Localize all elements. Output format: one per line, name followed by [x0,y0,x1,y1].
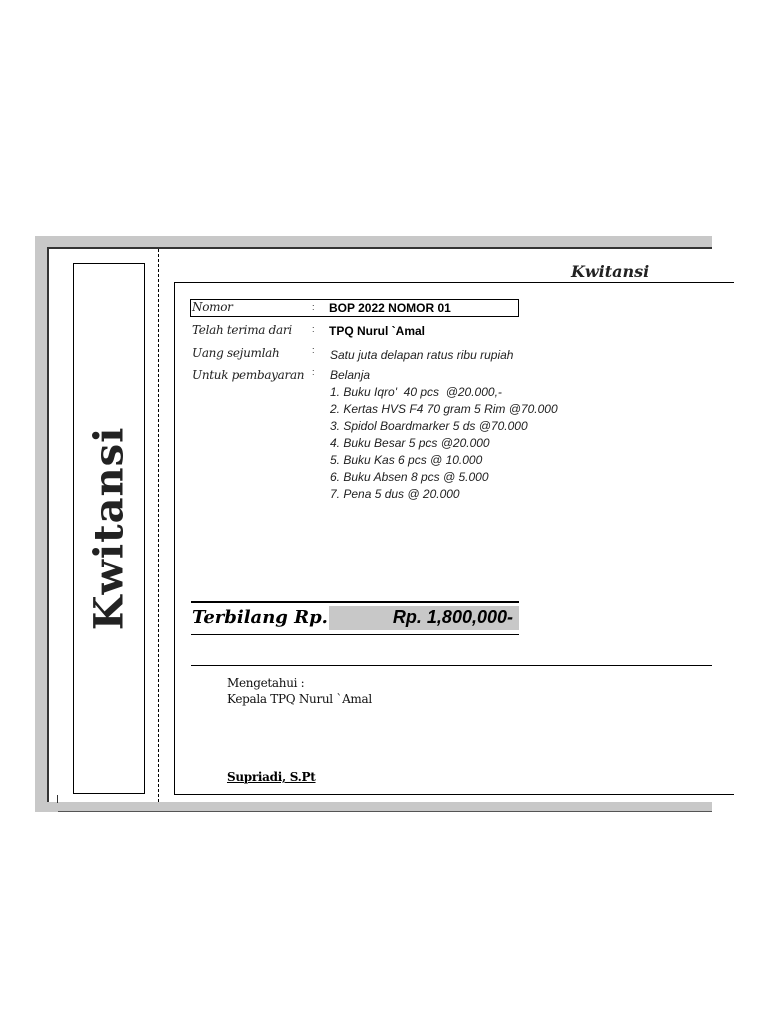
stub-title-wrap [73,263,145,794]
frame-bottom-line [58,811,712,812]
terbilang-top-rule [191,601,519,603]
list-item: 4. Buku Besar 5 pcs @20.000 [330,436,490,450]
frame-left-line [47,247,49,802]
diterima-label: Telah terima dari [192,323,292,337]
amount-value: Rp. 1,800,000- [392,607,513,627]
cut-line [158,249,159,802]
pembayaran-heading: Belanja [330,368,371,382]
nomor-label: Nomor [192,300,233,314]
page-shadow-left [35,236,47,812]
pembayaran-list [330,367,558,503]
jumlah-label: Uang sejumlah [192,346,280,360]
pembayaran-label: Untuk pembayaran [192,368,305,382]
list-item: 6. Buku Absen 8 pcs @ 5.000 [330,470,489,484]
list-item: 1. Buku Iqro' 40 pcs @20.000,- [330,385,502,399]
signature-line-2: Kepala TPQ Nurul `Amal [227,692,372,706]
list-item: 2. Kertas HVS F4 70 gram 5 Rim @70.000 [330,402,558,416]
signature-line-1: Mengetahui : [227,676,305,690]
terbilang-bottom-rule [191,634,519,635]
frame-top-line [47,247,712,249]
jumlah-value: Satu juta delapan ratus ribu rupiah [330,348,514,362]
nomor-colon: : [312,302,315,312]
signature-divider [191,665,712,666]
pembayaran-colon: : [312,367,315,377]
stub-title: Kwitansi [85,426,133,631]
amount-box [329,606,519,630]
diterima-value: TPQ Nurul `Amal [329,324,426,338]
jumlah-colon: : [312,345,315,355]
receipt-title: Kwitansi [571,262,650,281]
signature-name: Supriadi, S.Pt [227,770,316,784]
nomor-value: BOP 2022 NOMOR 01 [329,301,451,315]
terbilang-label: Terbilang Rp. [192,607,328,628]
list-item: 5. Buku Kas 6 pcs @ 10.000 [330,453,483,467]
list-item: 3. Spidol Boardmarker 5 ds @70.000 [330,419,528,433]
list-item: 7. Pena 5 dus @ 20.000 [330,487,460,501]
diterima-colon: : [312,324,315,334]
frame-tick [57,795,58,803]
